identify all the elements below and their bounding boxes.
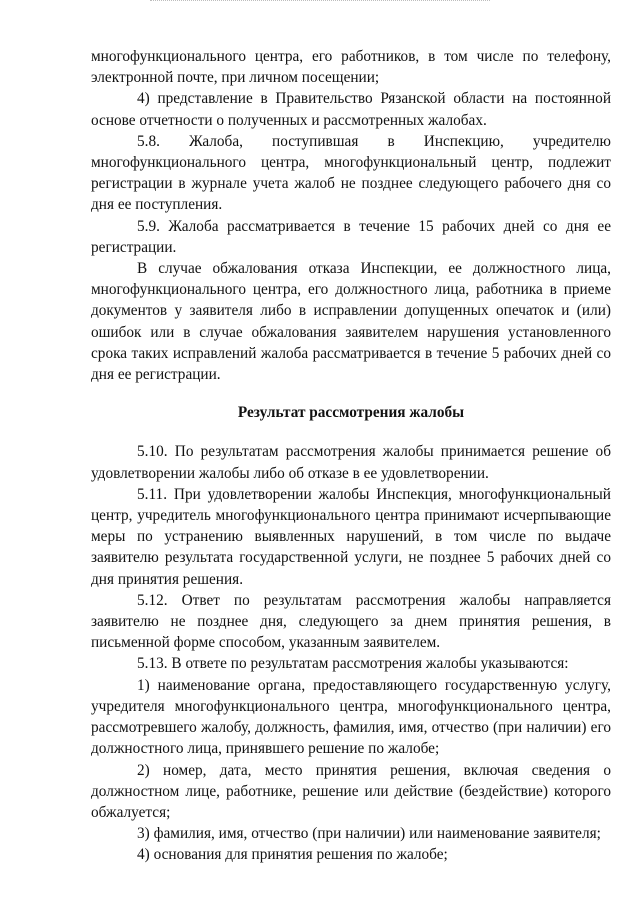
list-item-3: 3) фамилия, имя, отчество (при наличии) или наименование заявителя;	[137, 825, 601, 843]
section-heading: Результат рассмотрения жалобы	[237, 404, 465, 422]
paragraph-5-13: 5.13. В ответе по результатам рассмотрения жалобы указываются:	[137, 655, 569, 673]
paragraph-5-11: 5.11. При удовлетворении жалобы Инспекция, многофункциональный центр, учредитель многофункционального центра принимают исчерпывающие меры по устранению выявленных нарушений, в том числе по выдаче заявителю результата государственной услуги, не позднее 5 рабочих дней со дня принятия решения.	[91, 485, 611, 588]
paragraph-reporting: 4) представление в Правительство Рязанской области на постоянной основе отчетности о полученных и рассмотренных жалобах.	[91, 90, 611, 129]
paragraph-continuation: многофункционального центра, его работников, в том числе по телефону, электронной почте, при личном посещении;	[91, 48, 611, 87]
list-item-2: 2) номер, дата, место принятия решения, включая сведения о должностном лице, работнике, решение или действие (бездействие) которого обжалуется;	[91, 761, 611, 821]
paragraph-5-9: 5.9. Жалоба рассматривается в течение 15 рабочих дней со дня ее регистрации.	[91, 217, 611, 256]
list-item-1: 1) наименование органа, предоставляющего государственную услугу, учредителя многофункционального центра, многофункционального центра, рассмотревшего жалобу, должность, фамилия, имя, отчество (при наличии) его должностного лица, принявшего решение по жалобе;	[91, 676, 611, 758]
list-item-4: 4) основания для принятия решения по жалобе;	[137, 846, 448, 864]
document-body	[91, 46, 611, 866]
paragraph-refusal-case: В случае обжалования отказа Инспекции, ее должностного лица, многофункционального центра, его должностного лица, работника в приеме документов у заявителя либо в исправлении допущенных опечаток и (или) ошибок или в случае обжалования заявителем нарушения установленного срока таких исправлений жалоба рассматривается в течение 5 рабочих дней со дня ее регистрации.	[91, 260, 611, 384]
paragraph-5-12: 5.12. Ответ по результатам рассмотрения жалобы направляется заявителю не позднее дня, следующего за днем принятия решения, в письменной форме способом, указанным заявителем.	[91, 591, 611, 652]
paragraph-5-8: 5.8. Жалоба, поступившая в Инспекцию, учредителю многофункционального центра, многофункциональный центр, подлежит регистрации в журнале учета жалоб не позднее следующего рабочего дня со дня ее поступления.	[91, 132, 611, 214]
scan-artifact	[150, 0, 490, 3]
paragraph-5-10: 5.10. По результатам рассмотрения жалобы принимается решение об удовлетворении жалобы либо об отказе в ее удовлетворении.	[91, 443, 611, 482]
